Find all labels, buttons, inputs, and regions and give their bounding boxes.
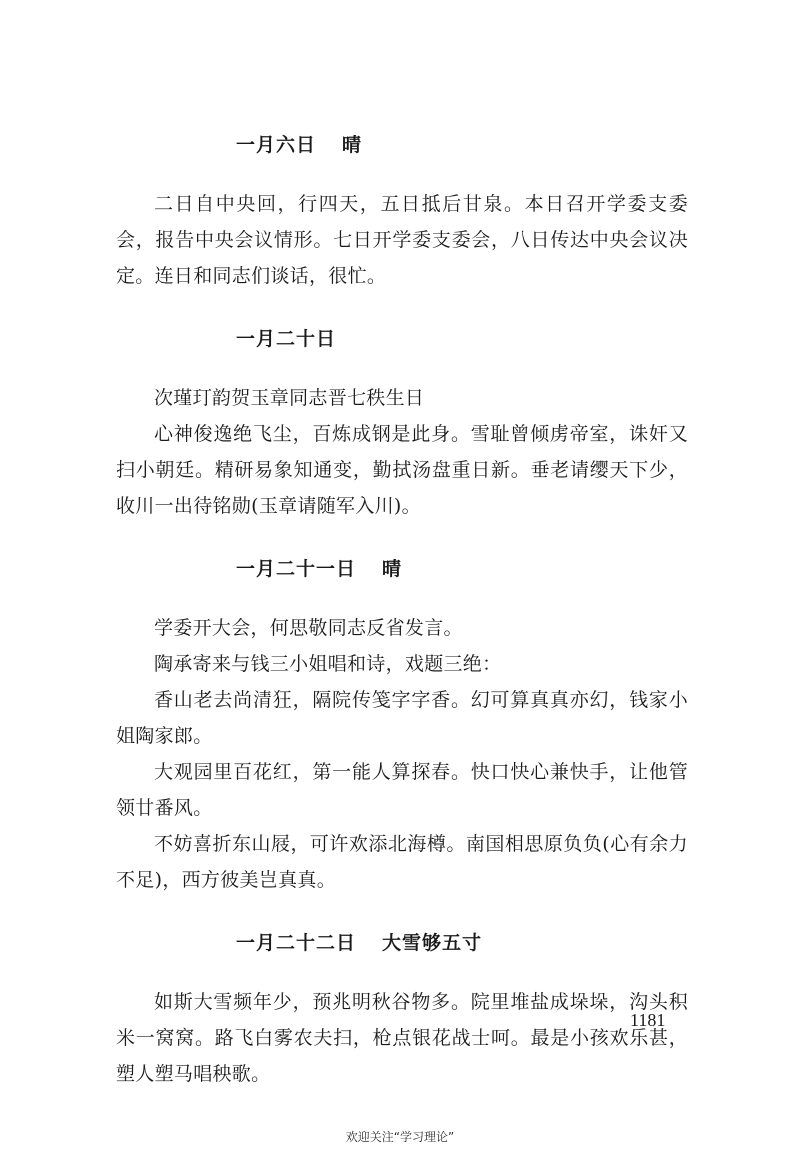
- poem-title: 次瑾玎韵贺玉章同志晋七秩生日: [154, 387, 425, 409]
- entry-heading: [116, 554, 688, 584]
- entry-heading: [116, 324, 688, 354]
- entry-weather: 晴: [342, 134, 363, 156]
- diary-entry-jan-22: [116, 928, 688, 1092]
- entry-weather: 晴: [382, 558, 403, 580]
- diary-entry-jan-21: [116, 554, 688, 898]
- poem-text: 如斯大雪频年少，预兆明秋谷物多。院里堆盐成垛垛，沟头积米一窝窝。路飞白雾农夫扫，枪点银花战士呵。最是小孩欢乐甚，塑人塑马唱秧歌。: [116, 991, 688, 1085]
- diary-entry-jan-20: [116, 324, 688, 524]
- entry-date: 一月二十二日: [236, 932, 357, 954]
- page-number: 1181: [630, 1010, 666, 1030]
- entry-date: 一月六日: [236, 134, 317, 156]
- entry-date: 一月二十一日: [236, 558, 357, 580]
- entry-weather: 大雪够五寸: [382, 932, 483, 954]
- poem-text: 不妨喜折东山屐，可许欢添北海樽。南国相思原负负(心有余力不足)，西方彼美岂真真。: [116, 833, 688, 891]
- entry-paragraph: 陶承寄来与钱三小姐唱和诗，戏题三绝：: [154, 653, 502, 675]
- footer-text: 欢迎关注“学习理论”: [345, 1130, 455, 1144]
- entry-heading: [116, 130, 688, 160]
- entry-paragraph: 学委开大会，何思敬同志反省发言。: [154, 617, 463, 639]
- diary-page: [116, 130, 688, 1122]
- entry-date: 一月二十日: [236, 328, 337, 350]
- poem-text: 心神俊逸绝飞尘，百炼成钢是此身。雪耻曾倾虏帝室，诛奸又扫小朝廷。精研易象知通变，勤拭汤盘重日新。垂老请缨天下少，收川一出待铭勋(玉章请随军入川)。: [116, 423, 688, 517]
- poem-text: 大观园里百花红，第一能人算探春。快口快心兼快手，让他管领廿番风。: [116, 761, 688, 819]
- diary-entry-jan-6: [116, 130, 688, 294]
- poem-text: 香山老去尚清狂，隔院传笺字字香。幻可算真真亦幻，钱家小姐陶家郎。: [116, 689, 688, 747]
- entry-paragraph: 二日自中央回，行四天，五日抵后甘泉。本日召开学委支委会，报告中央会议情形。七日开学委支委会，八日传达中央会议决定。连日和同志们谈话，很忙。: [116, 193, 688, 287]
- entry-heading: [116, 928, 688, 958]
